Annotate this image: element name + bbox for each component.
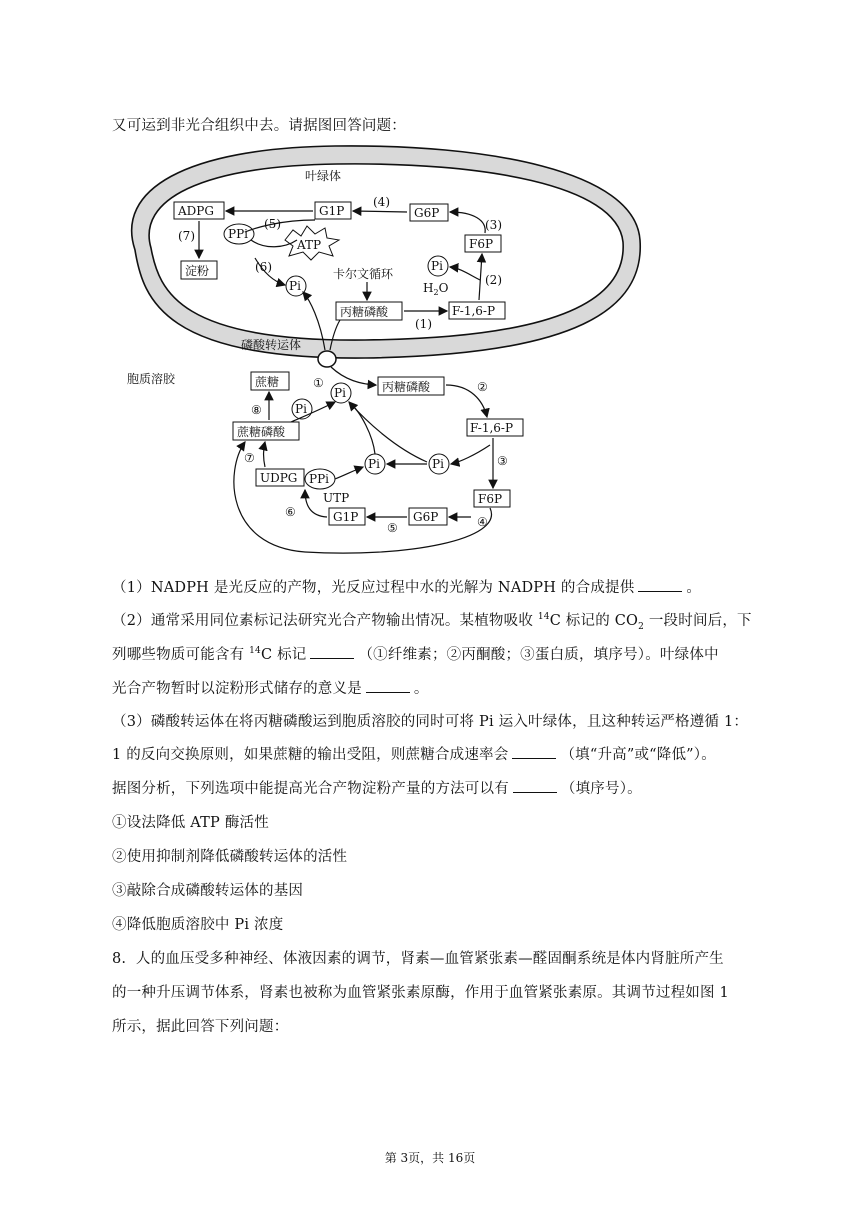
step-4-label: (4): [373, 195, 390, 209]
g6p-box-cytosol: [409, 508, 447, 525]
pi-circle-chloroplast-2: [428, 256, 448, 276]
step-circle-5: ⑤: [387, 521, 398, 535]
chloroplast-membrane: [132, 146, 641, 358]
svg-text:Pi: Pi: [295, 402, 307, 416]
transporter-label: 磷酸转运体: [241, 338, 302, 352]
svg-text:G6P: G6P: [413, 510, 439, 524]
starch-box: [181, 261, 217, 279]
chloroplast-label: 叶绿体: [305, 169, 342, 183]
answer-blank-4[interactable]: [512, 746, 556, 759]
svg-text:UDPG: UDPG: [260, 471, 298, 485]
step-1-label: (1): [415, 317, 432, 331]
svg-text:F-1,6-P: F-1,6-P: [470, 421, 514, 435]
calvin-cycle-label: 卡尔文循环: [333, 267, 394, 281]
intro-text: 又可运到非光合组织中去。请据图回答问题：: [112, 118, 406, 134]
svg-text:ADPG: ADPG: [178, 204, 214, 218]
svg-text:Pi: Pi: [432, 457, 444, 471]
answer-blank-2[interactable]: [310, 646, 354, 659]
svg-text:丙糖磷酸: 丙糖磷酸: [382, 380, 431, 394]
ppi-circle-chloroplast: [224, 224, 254, 244]
adpg-box: [174, 202, 224, 219]
svg-text:淀粉: 淀粉: [185, 264, 210, 278]
pi-circle-cytosol-4: [429, 454, 449, 474]
svg-text:F6P: F6P: [469, 237, 494, 251]
svg-text:G1P: G1P: [333, 510, 359, 524]
question-2-line-3: 光合产物暂时以淀粉形式储存的意义是 。: [112, 681, 429, 697]
step-3-label: (3): [485, 218, 502, 232]
svg-text:ATP: ATP: [297, 238, 322, 252]
pi-circle-cytosol-3: [365, 454, 385, 474]
answer-blank-5[interactable]: [513, 780, 557, 793]
step-2-label: (2): [485, 273, 502, 287]
f16p-box-cytosol: [467, 419, 523, 436]
svg-text:Pi: Pi: [289, 279, 301, 293]
step-7-label: (7): [178, 229, 195, 243]
question-2-line-1: （2）通常采用同位素标记法研究光合产物输出情况。某植物吸收 $^{14}$C 标记的 $CO_2$ 一段时间后，下: [112, 612, 752, 632]
svg-text:蔗糖磷酸: 蔗糖磷酸: [237, 425, 286, 439]
option-3: ③敲除合成磷酸转运体的基因: [112, 883, 304, 899]
question-8-line-1: 8. 人的血压受多种神经、体液因素的调节，肾素—血管紧张素—醛固酮系统是体内肾脏所产生: [112, 951, 724, 967]
step-6-label: (6): [255, 260, 272, 274]
page-footer: 第 3页，共 16页: [384, 1151, 476, 1165]
svg-text:PPi: PPi: [309, 472, 329, 486]
step-circle-3: ③: [497, 454, 508, 468]
utp-label: UTP: [323, 491, 350, 505]
step-circle-8: ⑧: [251, 403, 262, 417]
pi-circle-cytosol-1: [331, 383, 351, 403]
f6p-box-cytosol: [474, 490, 510, 507]
question-1: （1）NADPH 是光反应的产物，光反应过程中水的光解为 NADPH 的合成提供 。: [112, 580, 702, 596]
svg-text:蔗糖: 蔗糖: [255, 375, 280, 389]
answer-blank-3[interactable]: [366, 680, 410, 693]
step-circle-7: ⑦: [244, 451, 255, 465]
svg-text:丙糖磷酸: 丙糖磷酸: [340, 305, 389, 319]
question-3-line-2: 1 的反向交换原则，如果蔗糖的输出受阻，则蔗糖合成速率会 （填“升高”或“降低”）。: [112, 747, 716, 763]
svg-text:PPi: PPi: [228, 227, 248, 241]
svg-text:G6P: G6P: [414, 206, 440, 220]
g1p-box-chloroplast: [315, 202, 351, 219]
step-circle-4: ④: [477, 515, 488, 529]
f16p-box-chloroplast: [449, 302, 505, 319]
sucrose-box: [251, 372, 289, 390]
question-2-line-2: 列哪些物质可能含有 $^{14}$C 标记 （①纤维素；②丙酮酸；③蛋白质，填序号）。叶绿体中: [112, 646, 719, 663]
cytosol-label: 胞质溶胶: [127, 372, 176, 386]
question-8-line-3: 所示，据此回答下列问题：: [112, 1019, 289, 1035]
ppi-circle-cytosol: [305, 469, 335, 489]
question-8-line-2: 的一种升压调节体系，肾素也被称为血管紧张素原酶，作用于血管紧张素原。其调节过程如图 1: [112, 985, 729, 1001]
svg-text:Pi: Pi: [368, 457, 380, 471]
step-circle-1: ①: [313, 376, 324, 390]
photosynthate-transport-diagram: [105, 140, 645, 560]
option-4: ④降低胞质溶胶中 Pi 浓度: [112, 917, 284, 933]
svg-text:G1P: G1P: [319, 204, 345, 218]
triose-box-cytosol: [378, 377, 444, 395]
option-2: ②使用抑制剂降低磷酸转运体的活性: [112, 849, 348, 865]
pi-circle-chloroplast-1: [286, 276, 306, 296]
step-circle-6: ⑥: [285, 505, 296, 519]
water-label: $H_2O$: [423, 281, 449, 297]
svg-text:F-1,6-P: F-1,6-P: [452, 304, 496, 318]
triose-box-chloroplast: [336, 302, 402, 320]
step-circle-2: ②: [477, 380, 488, 394]
svg-text:F6P: F6P: [478, 492, 503, 506]
transporter-icon: [318, 351, 336, 367]
svg-text:Pi: Pi: [334, 386, 346, 400]
option-1: ①设法降低 ATP 酶活性: [112, 815, 269, 831]
question-3-line-1: （3）磷酸转运体在将丙糖磷酸运到胞质溶胶的同时可将 Pi 运入叶绿体，且这种转运严格遵循 1：: [112, 714, 749, 730]
step-5-label: (5): [264, 217, 281, 231]
pi-circle-cytosol-2: [292, 399, 312, 419]
svg-text:Pi: Pi: [431, 259, 443, 273]
answer-blank-1[interactable]: [638, 579, 682, 592]
udpg-box: [256, 469, 304, 486]
question-3-line-3: 据图分析，下列选项中能提高光合产物淀粉产量的方法可以有 （填序号）。: [112, 781, 642, 797]
f6p-box-chloroplast: [465, 235, 501, 252]
sucrose-phosphate-box: [233, 422, 299, 440]
question-8-number: 8.: [112, 951, 127, 967]
g1p-box-cytosol: [329, 508, 365, 525]
g6p-box-chloroplast: [410, 204, 448, 221]
